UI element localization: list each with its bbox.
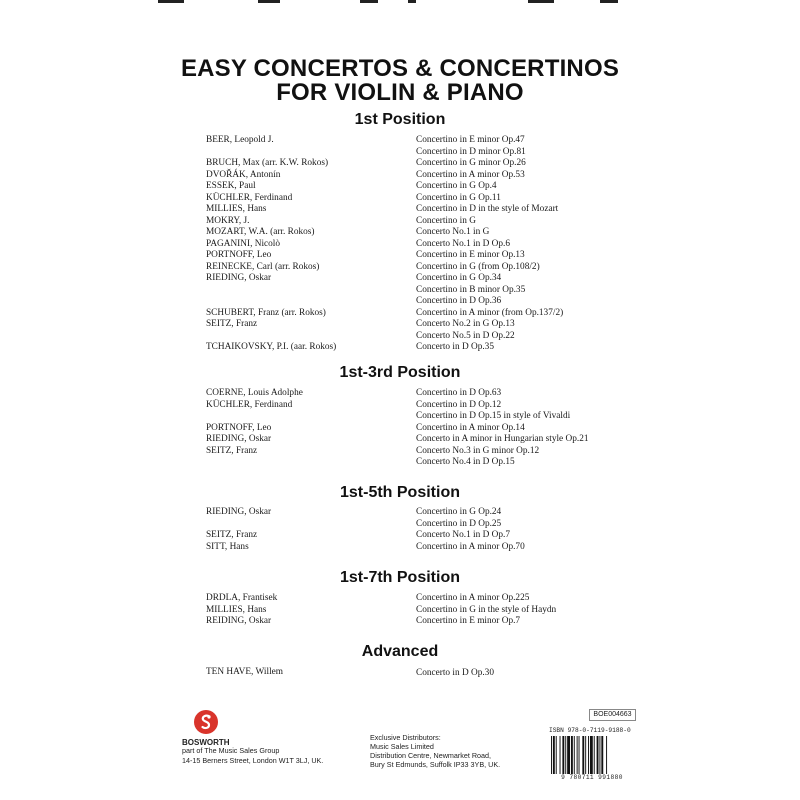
work-title: Concerto No.4 in D Op.15 [416,457,515,467]
catalogue-code: BOE004663 [589,709,636,721]
work-title: Concerto No.1 in D Op.6 [416,238,510,249]
top-edge-marks [0,0,800,6]
work-title: Concertino in G Op.34 [416,273,502,283]
publisher-name: BOSWORTH [182,738,230,747]
work-title: Concerto No.1 in D Op.7 [416,530,510,540]
composer-name: ESSEK, Paul [206,181,256,191]
barcode-digits: 9 780711 991880 [561,774,623,781]
section-heading: 1st-3rd Position [339,364,461,381]
composer-name: RIEDING, Oskar [206,507,272,517]
composer-name: PORTNOFF, Leo [206,422,272,433]
composer-name: TCHAIKOVSKY, P.I. (aar. Rokos) [206,342,337,352]
distributor-line: Exclusive Distributors: [370,733,441,742]
work-title: Concerto in D Op.35 [416,342,494,352]
work-title: Concerto No.3 in G minor Op.12 [416,445,540,456]
work-title: Concertino in D Op.12 [416,399,502,410]
work-title: Concertino in G Op.24 [416,507,502,517]
composer-name: KÜCHLER, Ferdinand [206,192,293,203]
page-title-line-2: FOR VIOLIN & PIANO [276,79,524,106]
work-title: Concertino in D Op.63 [416,388,502,398]
composer-name: RIEDING, Oskar [206,434,272,444]
composer-name: TEN HAVE, Willem [206,667,284,677]
publisher-group: part of The Music Sales Group [182,746,280,755]
page-title-line-1: EASY CONCERTOS & CONCERTINOS [180,55,620,82]
section-heading: 1st-5th Position [339,484,460,501]
work-title: Concertino in A minor Op.53 [416,169,525,180]
composer-name: BRUCH, Max (arr. K.W. Rokos) [206,158,329,168]
work-title: Concertino in A minor Op.14 [416,422,525,433]
work-title: Concerto in A minor in Hungarian style Op.21 [416,434,589,444]
composer-name: SEITZ, Franz [206,445,258,456]
composer-name: DRDLA, Frantisek [206,593,278,603]
work-title: Concertino in G Op.11 [416,192,501,203]
composer-name: MOZART, W.A. (arr. Rokos) [206,227,315,237]
work-title: Concertino in D Op.25 [416,518,502,529]
section-heading: 1st-7th Position [339,569,460,586]
work-title: Concertino in G in the style of Haydn [416,604,557,615]
composer-name: MILLIES, Hans [206,604,267,615]
work-title: Concertino in B minor Op.35 [416,284,526,295]
composer-name: SCHUBERT, Franz (arr. Rokos) [206,307,326,318]
work-title: Concertino in E minor Op.7 [416,616,521,626]
work-title: Concertino in G (from Op.108/2) [416,261,540,272]
composer-name: KÜCHLER, Ferdinand [206,399,293,410]
work-title: Concertino in A minor (from Op.137/2) [416,307,564,318]
work-title: Concertino in G [416,215,476,226]
work-title: Concertino in G Op.4 [416,181,497,191]
barcode-icon [549,736,635,774]
isbn-label: ISBN 978-0-7119-9188-0 [549,727,631,734]
work-title: Concerto No.1 in G [416,227,490,237]
distributor-line: Music Sales Limited [370,742,434,751]
composer-name: PAGANINI, Nicolò [206,238,281,249]
section-heading: 1st Position [354,111,446,128]
work-title: Concertino in A minor Op.70 [416,541,525,552]
distributor-line: Bury St Edmunds, Suffolk IP33 3YB, UK. [370,760,501,769]
work-title: Concerto No.2 in G Op.13 [416,319,515,329]
composer-name: DVOŘÁK, Antonín [206,169,281,180]
work-title: Concerto No.5 in D Op.22 [416,330,515,341]
composer-name: PORTNOFF, Leo [206,250,272,260]
distributor-line: Distribution Centre, Newmarket Road, [370,751,492,760]
section-heading: Advanced [361,643,439,660]
composer-name: REINECKE, Carl (arr. Rokos) [206,261,320,272]
publisher-address: 14-15 Berners Street, London W1T 3LJ, UK. [182,756,324,765]
work-title: Concertino in E minor Op.13 [416,250,525,260]
composer-name: MILLIES, Hans [206,204,267,214]
composer-name: RIEDING, Oskar [206,273,272,283]
work-title: Concertino in E minor Op.47 [416,135,525,145]
work-title: Concertino in D in the style of Mozart [416,204,559,214]
composer-name: SEITZ, Franz [206,530,258,540]
composer-name: SITT, Hans [206,541,249,552]
bosworth-logo-icon [194,710,218,734]
work-title: Concertino in D Op.15 in style of Vivaldi [416,411,571,421]
work-title: Concertino in A minor Op.225 [416,593,530,603]
work-title: Concerto in D Op.30 [416,668,494,678]
work-title: Concertino in D minor Op.81 [416,146,526,157]
composer-name: SEITZ, Franz [206,319,258,329]
composer-name: COERNE, Louis Adolphe [206,388,303,398]
composer-name: REIDING, Oskar [206,616,272,626]
work-title: Concertino in G minor Op.26 [416,158,526,168]
composer-name: BEER, Leopold J. [206,135,274,145]
work-title: Concertino in D Op.36 [416,296,502,306]
composer-name: MOKRY, J. [206,215,250,226]
